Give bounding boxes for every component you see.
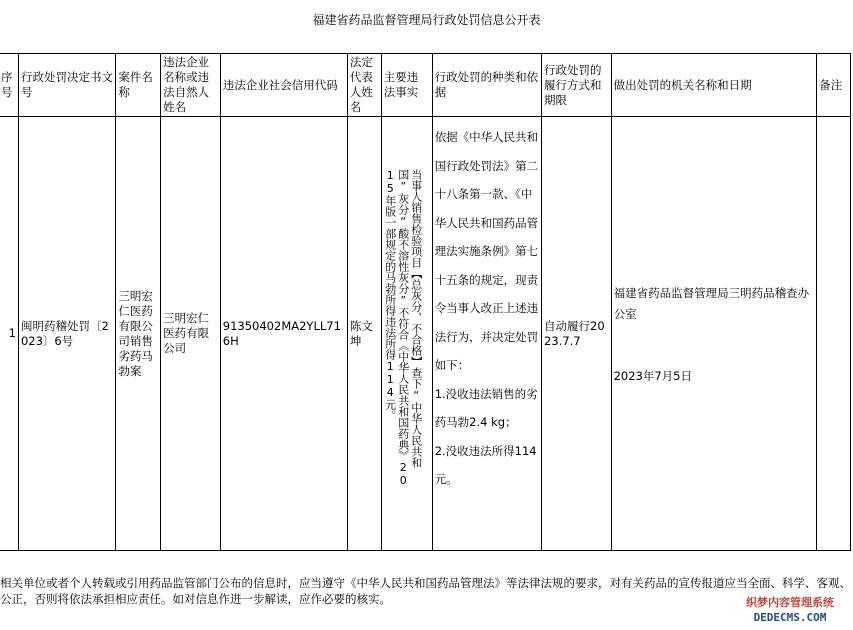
facts-vertical-text: 当事人销售检验项目【总灰分、不合格】查下“中华人民共和国”灰分“酸不溶性灰分”不符合《中华人民共和国药典》2015年版一部规定的马勃所得违法所得114元。 [383,168,423,487]
header-penalty-type: 行政处罚的种类和依据 [432,54,541,117]
header-performance: 行政处罚的履行方式和期限 [542,54,612,117]
watermark-line-1: 织梦内容管理系统 [746,596,834,609]
header-violator-name: 违法企业名称或违法自然人姓名 [161,54,221,117]
header-facts: 主要违法事实 [381,54,432,117]
header-case-name: 案件名称 [116,54,161,117]
cell-violator-name: 三明宏仁医药有限公司 [161,117,221,551]
watermark-logo [735,595,845,625]
header-seq: 序号 [0,54,18,117]
penalty-item-2: 2.没收违法所得114元。 [434,443,537,486]
cell-penalty-basis [432,117,541,551]
cell-credit-code: 91350402MA2YLL716H [220,117,347,551]
disclaimer-footer: 相关单位或者个人转载或引用药品监管部门公布的信息时，应当遵守《中华人民共和国药品管理法》等法律法规的要求，对有关药品的宣传报道应当全面、科学、客观、公正，否则将依法承担相应责任。如对信息作进一步解读，应作必要的核实。 [0,576,851,606]
header-remarks: 备注 [817,54,851,117]
header-authority-date: 做出处罚的机关名称和日期 [611,54,816,117]
header-decision-no: 行政处罚决定书文号 [18,54,115,117]
watermark-line-2: DEDECMS.COM [753,611,827,624]
table-header-row [0,54,851,117]
authority-name: 福建省药品监督管理局三明药品稽查办公室 [613,286,810,321]
penalty-item-1: 1.没收违法销售的劣药马勃2.4 kg； [434,386,538,429]
decision-date: 2023年7月5日 [613,369,692,383]
header-legal-rep: 法定代表人姓名 [347,54,381,117]
penalty-table [0,53,851,551]
penalty-basis-text: 依据《中华人民共和国行政处罚法》第二十八条第一款、《中华人民共和国药品管理法实施条例》第七十五条的规定，现责令当事人改正上述违法行为，并决定处罚如下： [434,130,539,372]
cell-performance: 自动履行2023.7.7 [542,117,612,551]
cell-facts [381,117,432,551]
table-row [0,117,851,551]
cell-case-name: 三明宏仁医药有限公司销售劣药马勃案 [116,117,161,551]
page-title: 福建省药品监督管理局行政处罚信息公开表 [312,13,541,27]
header-credit-code: 违法企业社会信用代码 [220,54,347,117]
cell-seq: 1 [0,117,18,551]
cell-remarks [817,117,851,551]
cell-authority-date [611,117,816,551]
cell-decision-no: 闽明药稽处罚〔2023〕6号 [18,117,115,551]
cell-legal-rep: 陈文坤 [347,117,381,551]
